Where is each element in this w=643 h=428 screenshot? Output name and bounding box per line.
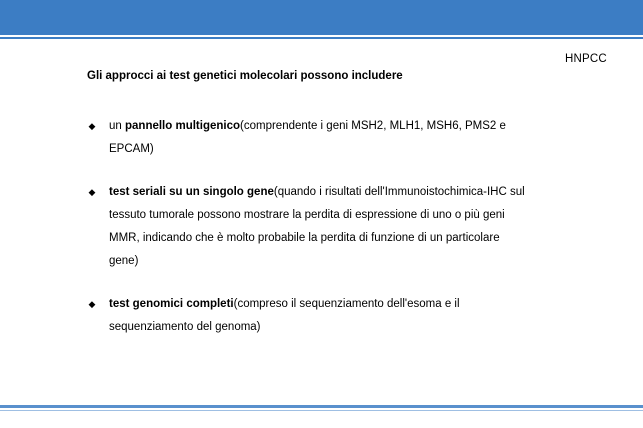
item-term: test genomici completi bbox=[109, 298, 234, 310]
item-term: test seriali su un singolo gene bbox=[109, 186, 274, 198]
item-description: (quando i risultati dell'Immunoistochimica-IHC sul tessuto tumorale possono mostrare la perdita di espressione di uno o più geni MMR, indicando che è molto probabile la perdita di funzione di un particolare gene) bbox=[109, 186, 525, 267]
list-item bbox=[87, 115, 527, 161]
item-description: (comprendente i geni MSH2, MLH1, MSH6, PMS2 e EPCAM) bbox=[109, 120, 506, 155]
diamond-bullet-icon: ◆ bbox=[88, 187, 96, 197]
list-item bbox=[87, 181, 527, 273]
diamond-bullet-icon: ◆ bbox=[88, 299, 96, 309]
header-bar bbox=[0, 0, 643, 35]
item-term: pannello multigenico bbox=[125, 120, 241, 132]
list-item bbox=[87, 293, 527, 339]
footer-divider-thin bbox=[0, 410, 643, 411]
diamond-bullet-icon: ◆ bbox=[88, 121, 96, 131]
intro-heading: Gli approcci ai test genetici molecolari possono includere bbox=[87, 70, 403, 82]
footer-divider bbox=[0, 405, 643, 408]
item-description: (compreso il sequenziamento dell'esoma e il sequenziamento del genoma) bbox=[109, 298, 460, 333]
header-divider bbox=[0, 37, 643, 39]
approaches-list bbox=[87, 115, 527, 339]
item-prefix: un bbox=[109, 120, 125, 132]
slide-topic-label: HNPCC bbox=[565, 53, 607, 65]
